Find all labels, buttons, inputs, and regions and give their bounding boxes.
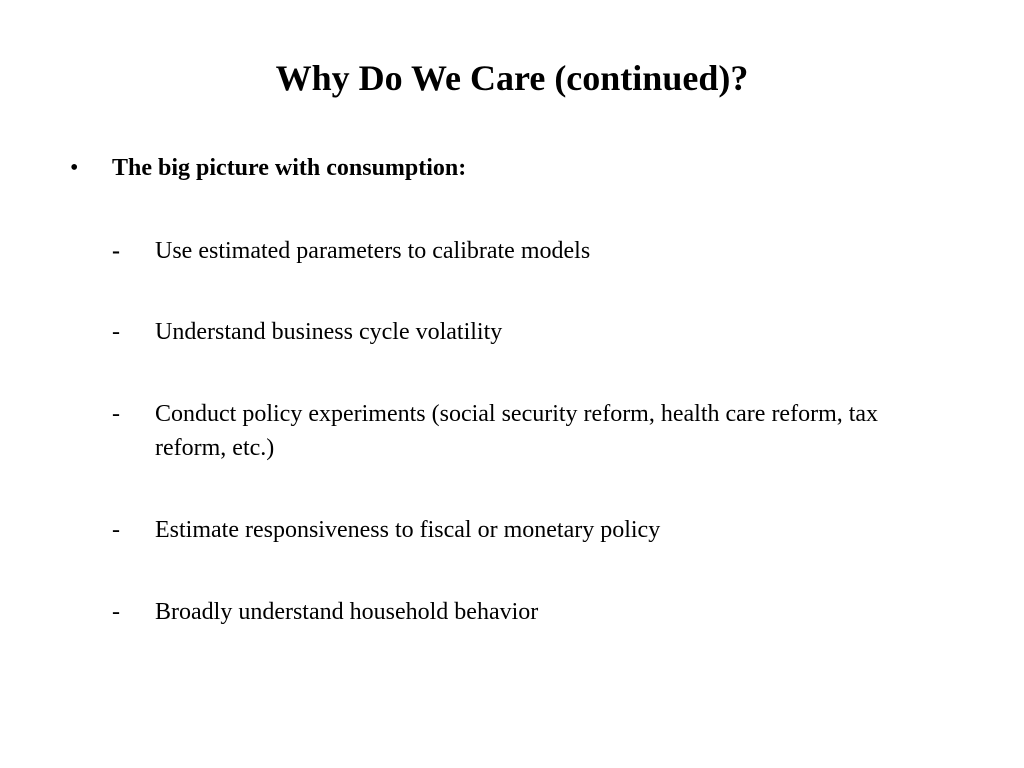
sub-item-text: Estimate responsiveness to fiscal or monetary policy [155,517,661,543]
dash-icon: - [112,599,120,625]
main-bullet-text: The big picture with consumption: [112,155,467,181]
dash-icon: - [112,238,120,264]
dash-icon: - [112,319,120,345]
sub-item-text: Use estimated parameters to calibrate models [155,238,591,264]
bullet-icon: • [70,155,79,181]
dash-icon: - [112,401,120,427]
slide-title: Why Do We Care (continued)? [275,58,749,98]
sub-item-text: Understand business cycle volatility [155,319,503,345]
sub-item-text: Broadly understand household behavior [155,599,539,625]
dash-icon: - [112,517,120,543]
sub-item-text: Conduct policy experiments (social security reform, health care reform, tax reform, etc.) [155,401,879,461]
